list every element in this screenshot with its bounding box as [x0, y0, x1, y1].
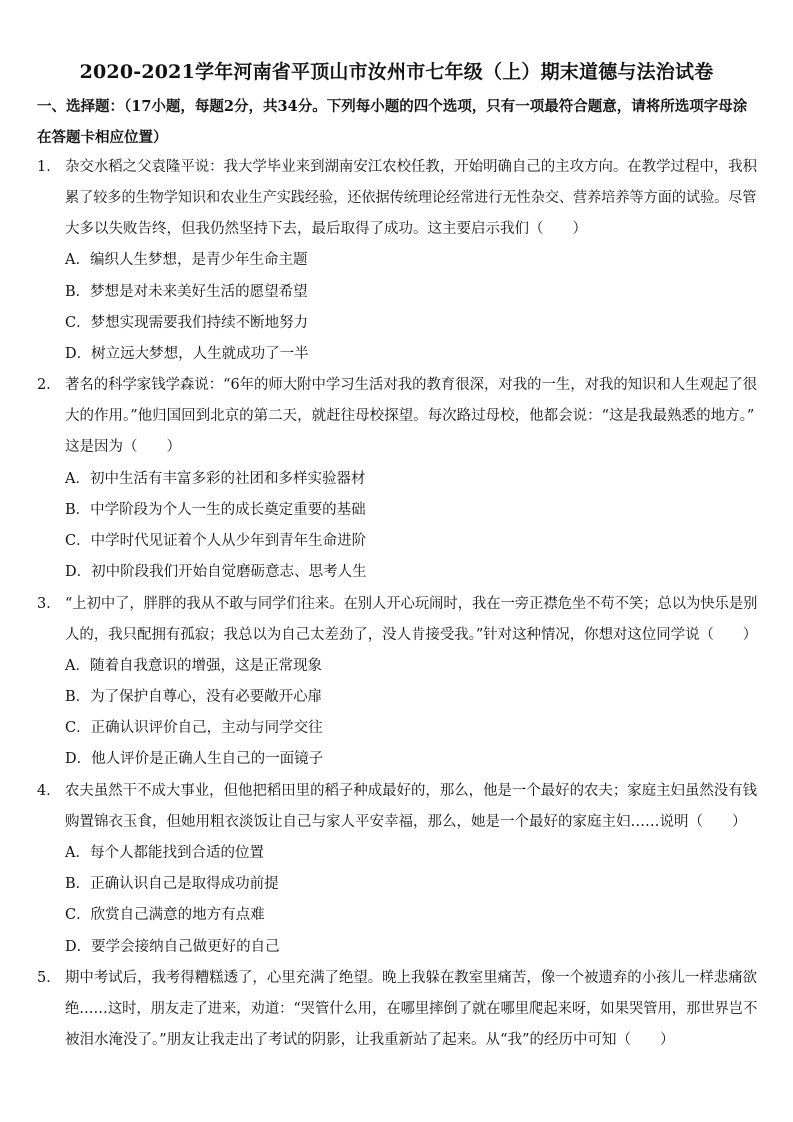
- question-text-line: 人的，我只配拥有孤寂；我总以为自己太差劲了，没人肯接受我。”针对这种情况，你想对这位同学说（ ）: [65, 627, 758, 643]
- question-text-line: “上初中了，胖胖的我从不敢与同学们往来。在别人开心玩闹时，我在一旁正襟危坐不苟不笑；总以为快乐是别: [65, 596, 758, 612]
- option-d: D．他人评价是正确人生自己的一面镜子: [65, 751, 324, 767]
- option-a: A．随着自我意识的增强，这是正常现象: [65, 658, 322, 674]
- question-text-line: 大多以失败告终，但我仍然坚持下去，最后取得了成功。这主要启示我们（ ）: [65, 221, 587, 237]
- option-c: C．中学时代见证着个人从少年到青年生命进阶: [65, 533, 367, 549]
- question-text-line: 购置锦衣玉食，但她用粗衣淡饭让自己与家人平安幸福，那么，她是一个最好的家庭主妇……说明（ ）: [65, 814, 747, 830]
- question-text-line: 累了较多的生物学知识和农业生产实践经验，还依据传统理论经常进行无性杂交、营养培养等方面的试验。尽管: [65, 190, 757, 206]
- option-d: D．树立远大梦想，人生就成功了一半: [65, 346, 309, 362]
- question-number: 5．: [37, 970, 61, 986]
- question-text-line: 这是因为（ ）: [65, 439, 181, 455]
- option-b: B．中学阶段为个人一生的成长奠定重要的基础: [65, 502, 366, 518]
- option-a: A．编织人生梦想，是青少年生命主题: [65, 252, 308, 268]
- question-text-line: 农夫虽然干不成大事业，但他把稻田里的稻子种成最好的，那么，他是一个最好的农夫；家庭主妇虽然没有钱: [65, 783, 758, 799]
- question-number: 3．: [37, 596, 61, 612]
- question-number: 1．: [37, 159, 61, 175]
- section-header: [37, 91, 762, 153]
- question-text-line: 期中考试后，我考得糟糕透了，心里充满了绝望。晚上我躲在教室里痛苦，像一个被遗弃的小孩儿一样悲痛欲: [65, 970, 758, 986]
- option-c: C．正确认识评价自己，主动与同学交往: [65, 720, 323, 736]
- question-text-line: 大的作用。”他归国回到北京的第二天，就赶往母校探望。每次路过母校，他都会说：“这是我最熟悉的地方。”: [65, 408, 755, 424]
- option-b: B．为了保护自尊心，没有必要敞开心扉: [65, 689, 323, 705]
- option-a: A．初中生活有丰富多彩的社团和多样实验器材: [65, 471, 366, 487]
- section-header-line-2: 在答题卡相应位置）: [37, 129, 168, 147]
- question-number: 2．: [37, 377, 61, 393]
- question-text-line: 著名的科学家钱学森说：“6年的师大附中学习生活对我的教育很深，对我的一生，对我的知识和人生观起了很: [65, 377, 758, 393]
- option-a: A．每个人都能找到合适的位置: [65, 845, 264, 861]
- option-c: C．欣赏自己满意的地方有点难: [65, 907, 265, 923]
- question-number: 4．: [37, 783, 61, 799]
- question-text-line: 杂交水稻之父袁隆平说：我大学毕业来到湖南安江农校任教，开始明确自己的主攻方向。在教学过程中，我积: [65, 159, 758, 175]
- section-header-line-1: 一、选择题：（17小题，每题2分，共34分。下列每小题的四个选项，只有一项最符合题意，请将所选项字母涂: [37, 98, 748, 115]
- option-b: B．正确认识自己是取得成功前提: [65, 876, 279, 892]
- question-text-line: 绝……这时，朋友走了进来，劝道：“哭管什么用，在哪里摔倒了就在哪里爬起来呀，如果哭管用，那世界岂不: [65, 1001, 758, 1017]
- question-text-line: 被泪水淹没了。”朋友让我走出了考试的阴影，让我重新站了起来。从“我”的经历中可知（ ）: [65, 1032, 675, 1048]
- option-d: D．初中阶段我们开始自觉磨砺意志、思考人生: [65, 564, 367, 580]
- option-c: C．梦想实现需要我们持续不断地努力: [65, 315, 309, 331]
- exam-title: 2020-2021学年河南省平顶山市汝州市七年级（上）期末道德与法治试卷: [79, 61, 714, 83]
- option-d: D．要学会接纳自己做更好的自己: [65, 939, 280, 955]
- option-b: B．梦想是对未来美好生活的愿望希望: [65, 284, 308, 300]
